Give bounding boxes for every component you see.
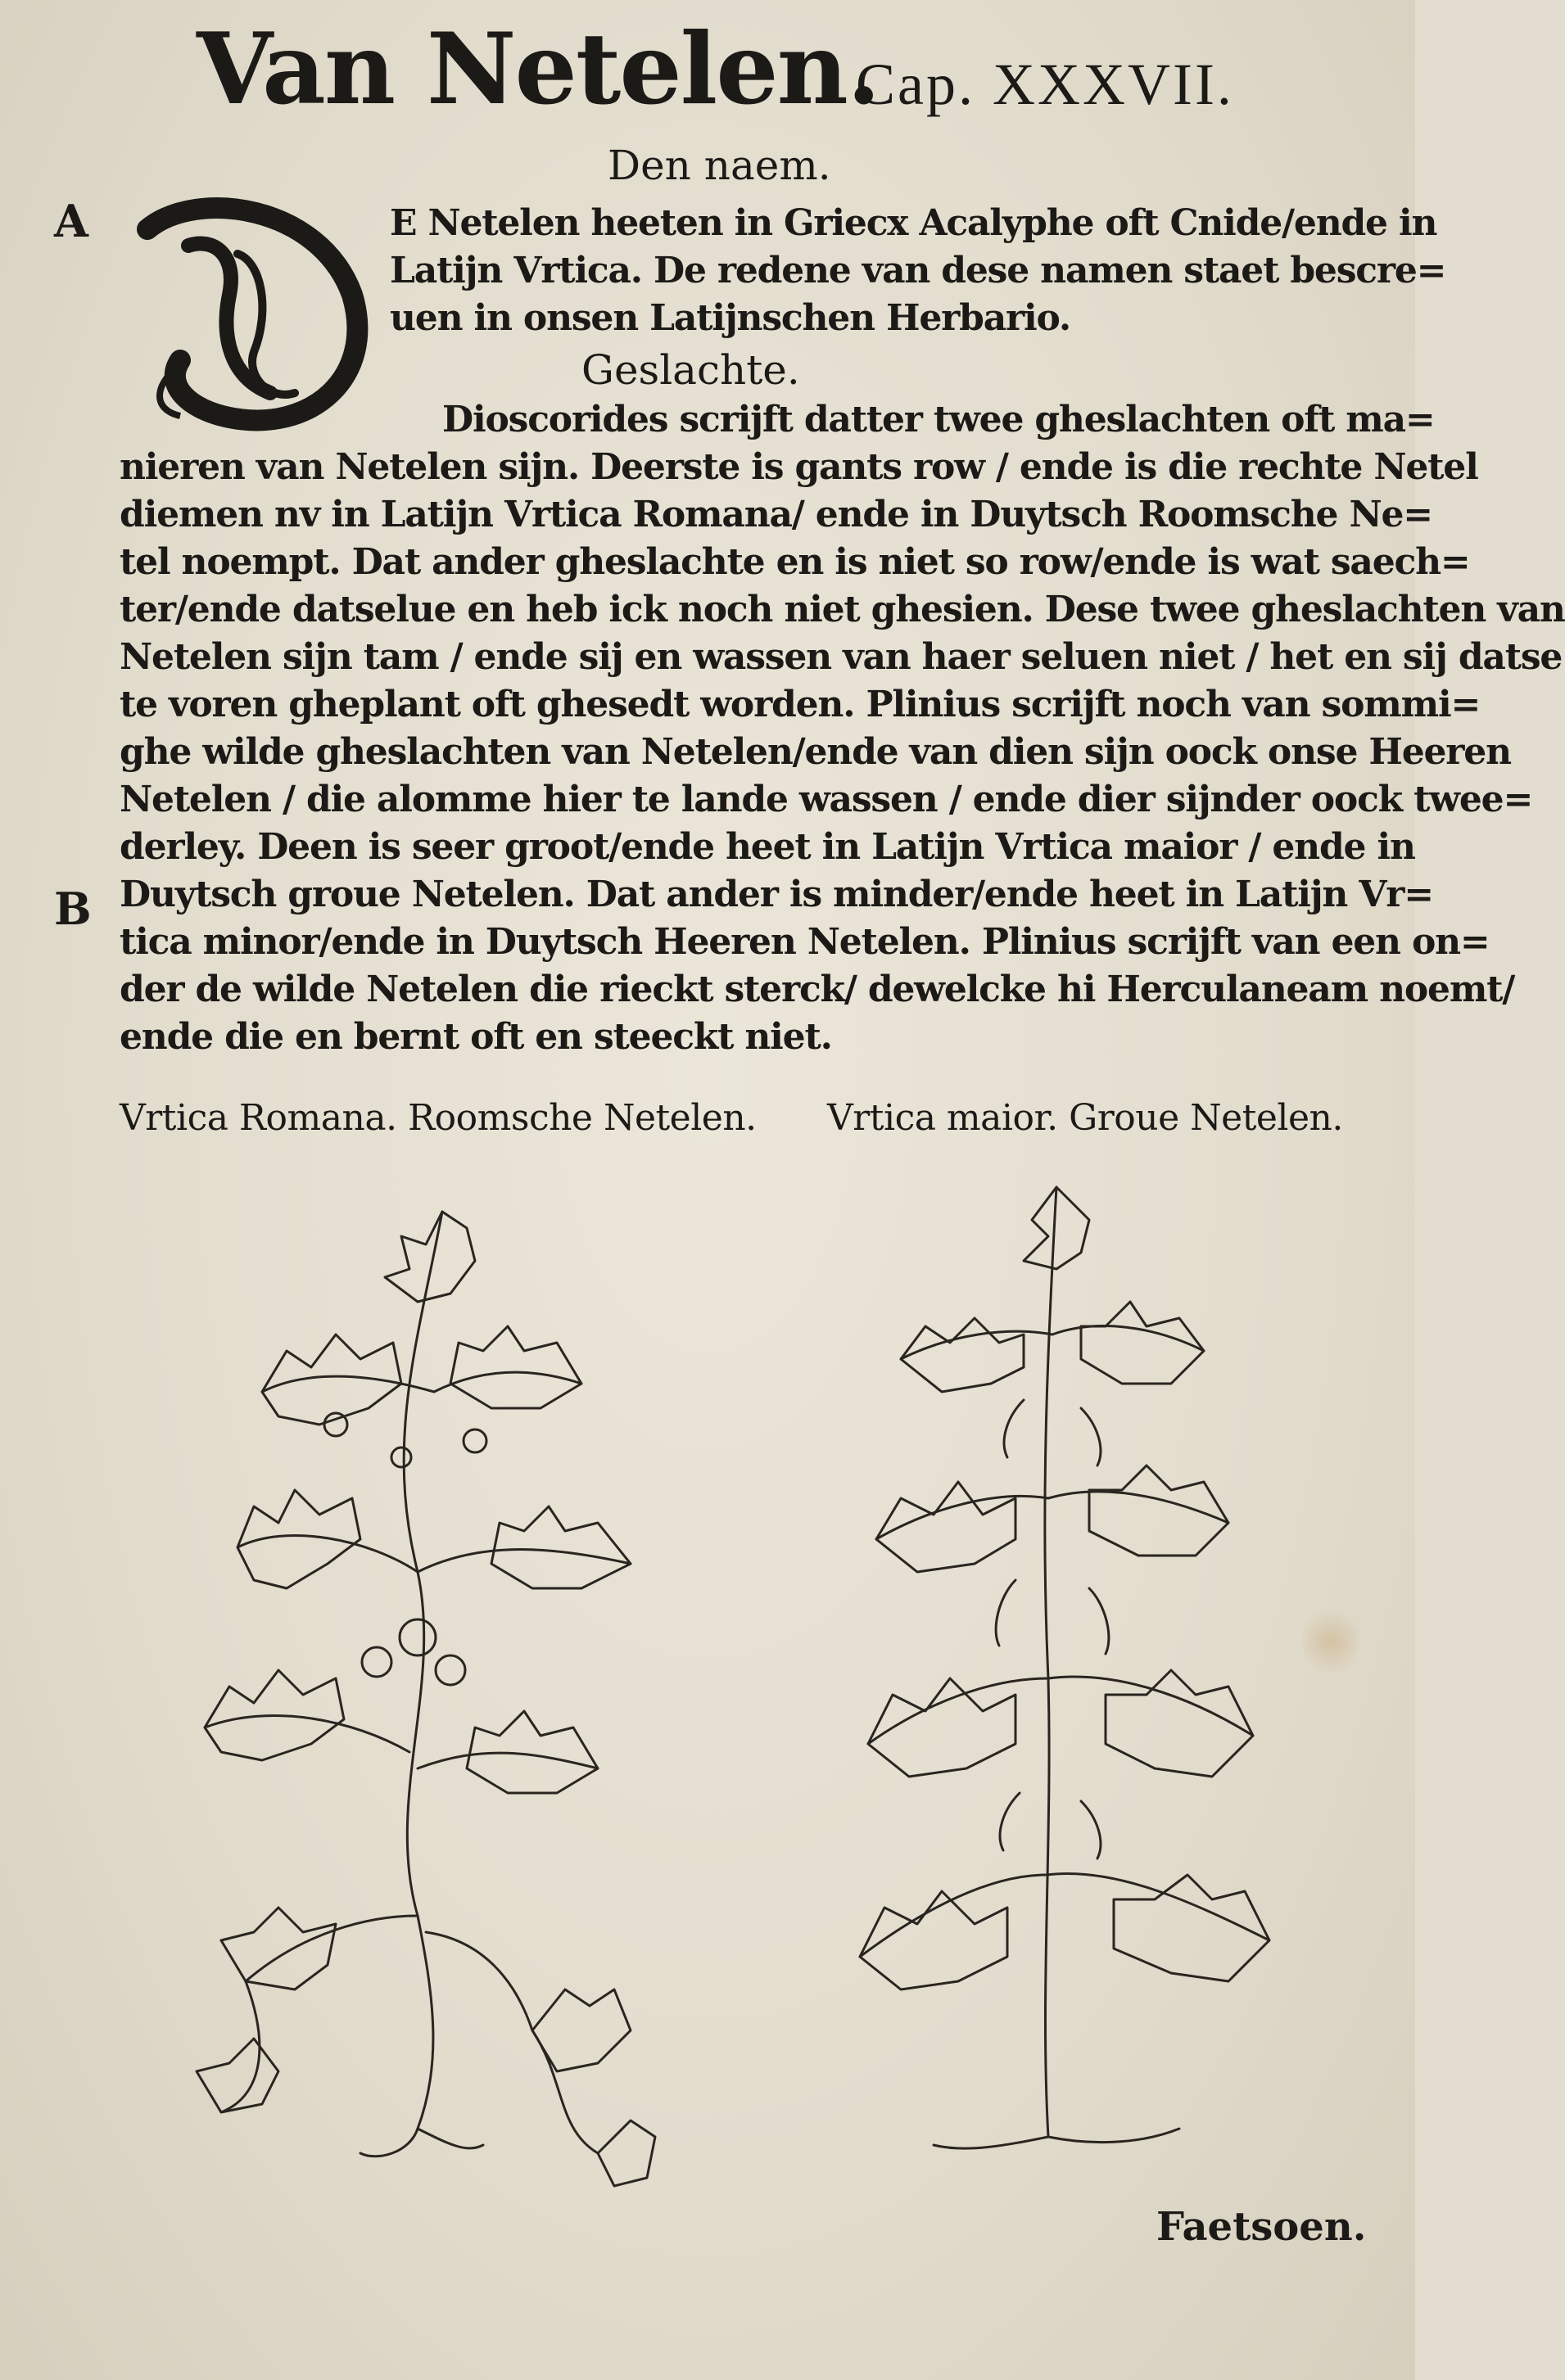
section-heading-kinds: Geslachte. <box>581 346 800 394</box>
paper-stain <box>1302 1605 1359 1678</box>
body-line: Duytsch groue Netelen. Dat ander is minder/ende heet in Latijn Vr= <box>120 874 1433 915</box>
body-line: Netelen sijn tam / ende sij en wassen van haer seluen niet / het en sij datse <box>120 636 1563 678</box>
nettle-woodcut-left-icon <box>172 1179 663 2202</box>
body-line: derley. Deen is seer groot/ende heet in Latijn Vrtica maior / ende in <box>120 826 1415 868</box>
chapter-label: Cap. XXXVII. <box>856 52 1234 117</box>
body-line: te voren gheplant oft ghesedt worden. Plinius scrijft noch van sommi= <box>120 684 1481 725</box>
running-title: Van Netelen. <box>197 11 880 127</box>
body-line: uen in onsen Latijnschen Herbario. <box>390 297 1070 339</box>
body-line: Netelen / die alomme hier te lande wassen / ende dier sijnder oock twee= <box>120 779 1533 820</box>
body-line: nieren van Netelen sijn. Deerste is gants row / ende is die rechte Netel <box>120 446 1478 488</box>
body-line: ter/ende datselue en heb ick noch niet ghesien. Dese twee gheslachten van <box>120 589 1565 630</box>
drop-cap-d-icon <box>131 196 377 426</box>
body-line: tel noempt. Dat ander gheslachte en is niet so row/ende is wat saech= <box>120 541 1470 583</box>
margin-letter-b: B <box>54 883 92 935</box>
body-line: der de wilde Netelen die rieckt sterck/ dewelcke hi Herculaneam noemt/ <box>120 969 1515 1010</box>
body-line: ghe wilde gheslachten van Netelen/ende van dien sijn oock onse Heeren <box>120 731 1511 773</box>
body-line: Latijn Vrtica. De redene van dese namen staet bescre= <box>390 250 1446 291</box>
catchword: Faetsoen. <box>1156 2204 1367 2250</box>
body-line: ende die en bernt oft en steeckt niet. <box>120 1016 832 1058</box>
figure-caption-left: Vrtica Romana. Roomsche Netelen. <box>120 1097 757 1139</box>
body-line: E Netelen heeten in Griecx Acalyphe oft Cnide/ende in <box>390 202 1437 244</box>
section-heading-name: Den naem. <box>608 142 831 189</box>
body-line: diemen nv in Latijn Vrtica Romana/ ende in Duytsch Roomsche Ne= <box>120 494 1432 535</box>
figure-caption-right: Vrtica maior. Groue Netelen. <box>827 1097 1343 1139</box>
margin-letter-a: A <box>54 195 88 247</box>
body-line: tica minor/ende in Duytsch Heeren Netelen. Plinius scrijft van een on= <box>120 921 1490 963</box>
body-line: Dioscorides scrijft datter twee gheslachten oft ma= <box>442 399 1435 440</box>
nettle-woodcut-right-icon <box>844 1171 1302 2170</box>
